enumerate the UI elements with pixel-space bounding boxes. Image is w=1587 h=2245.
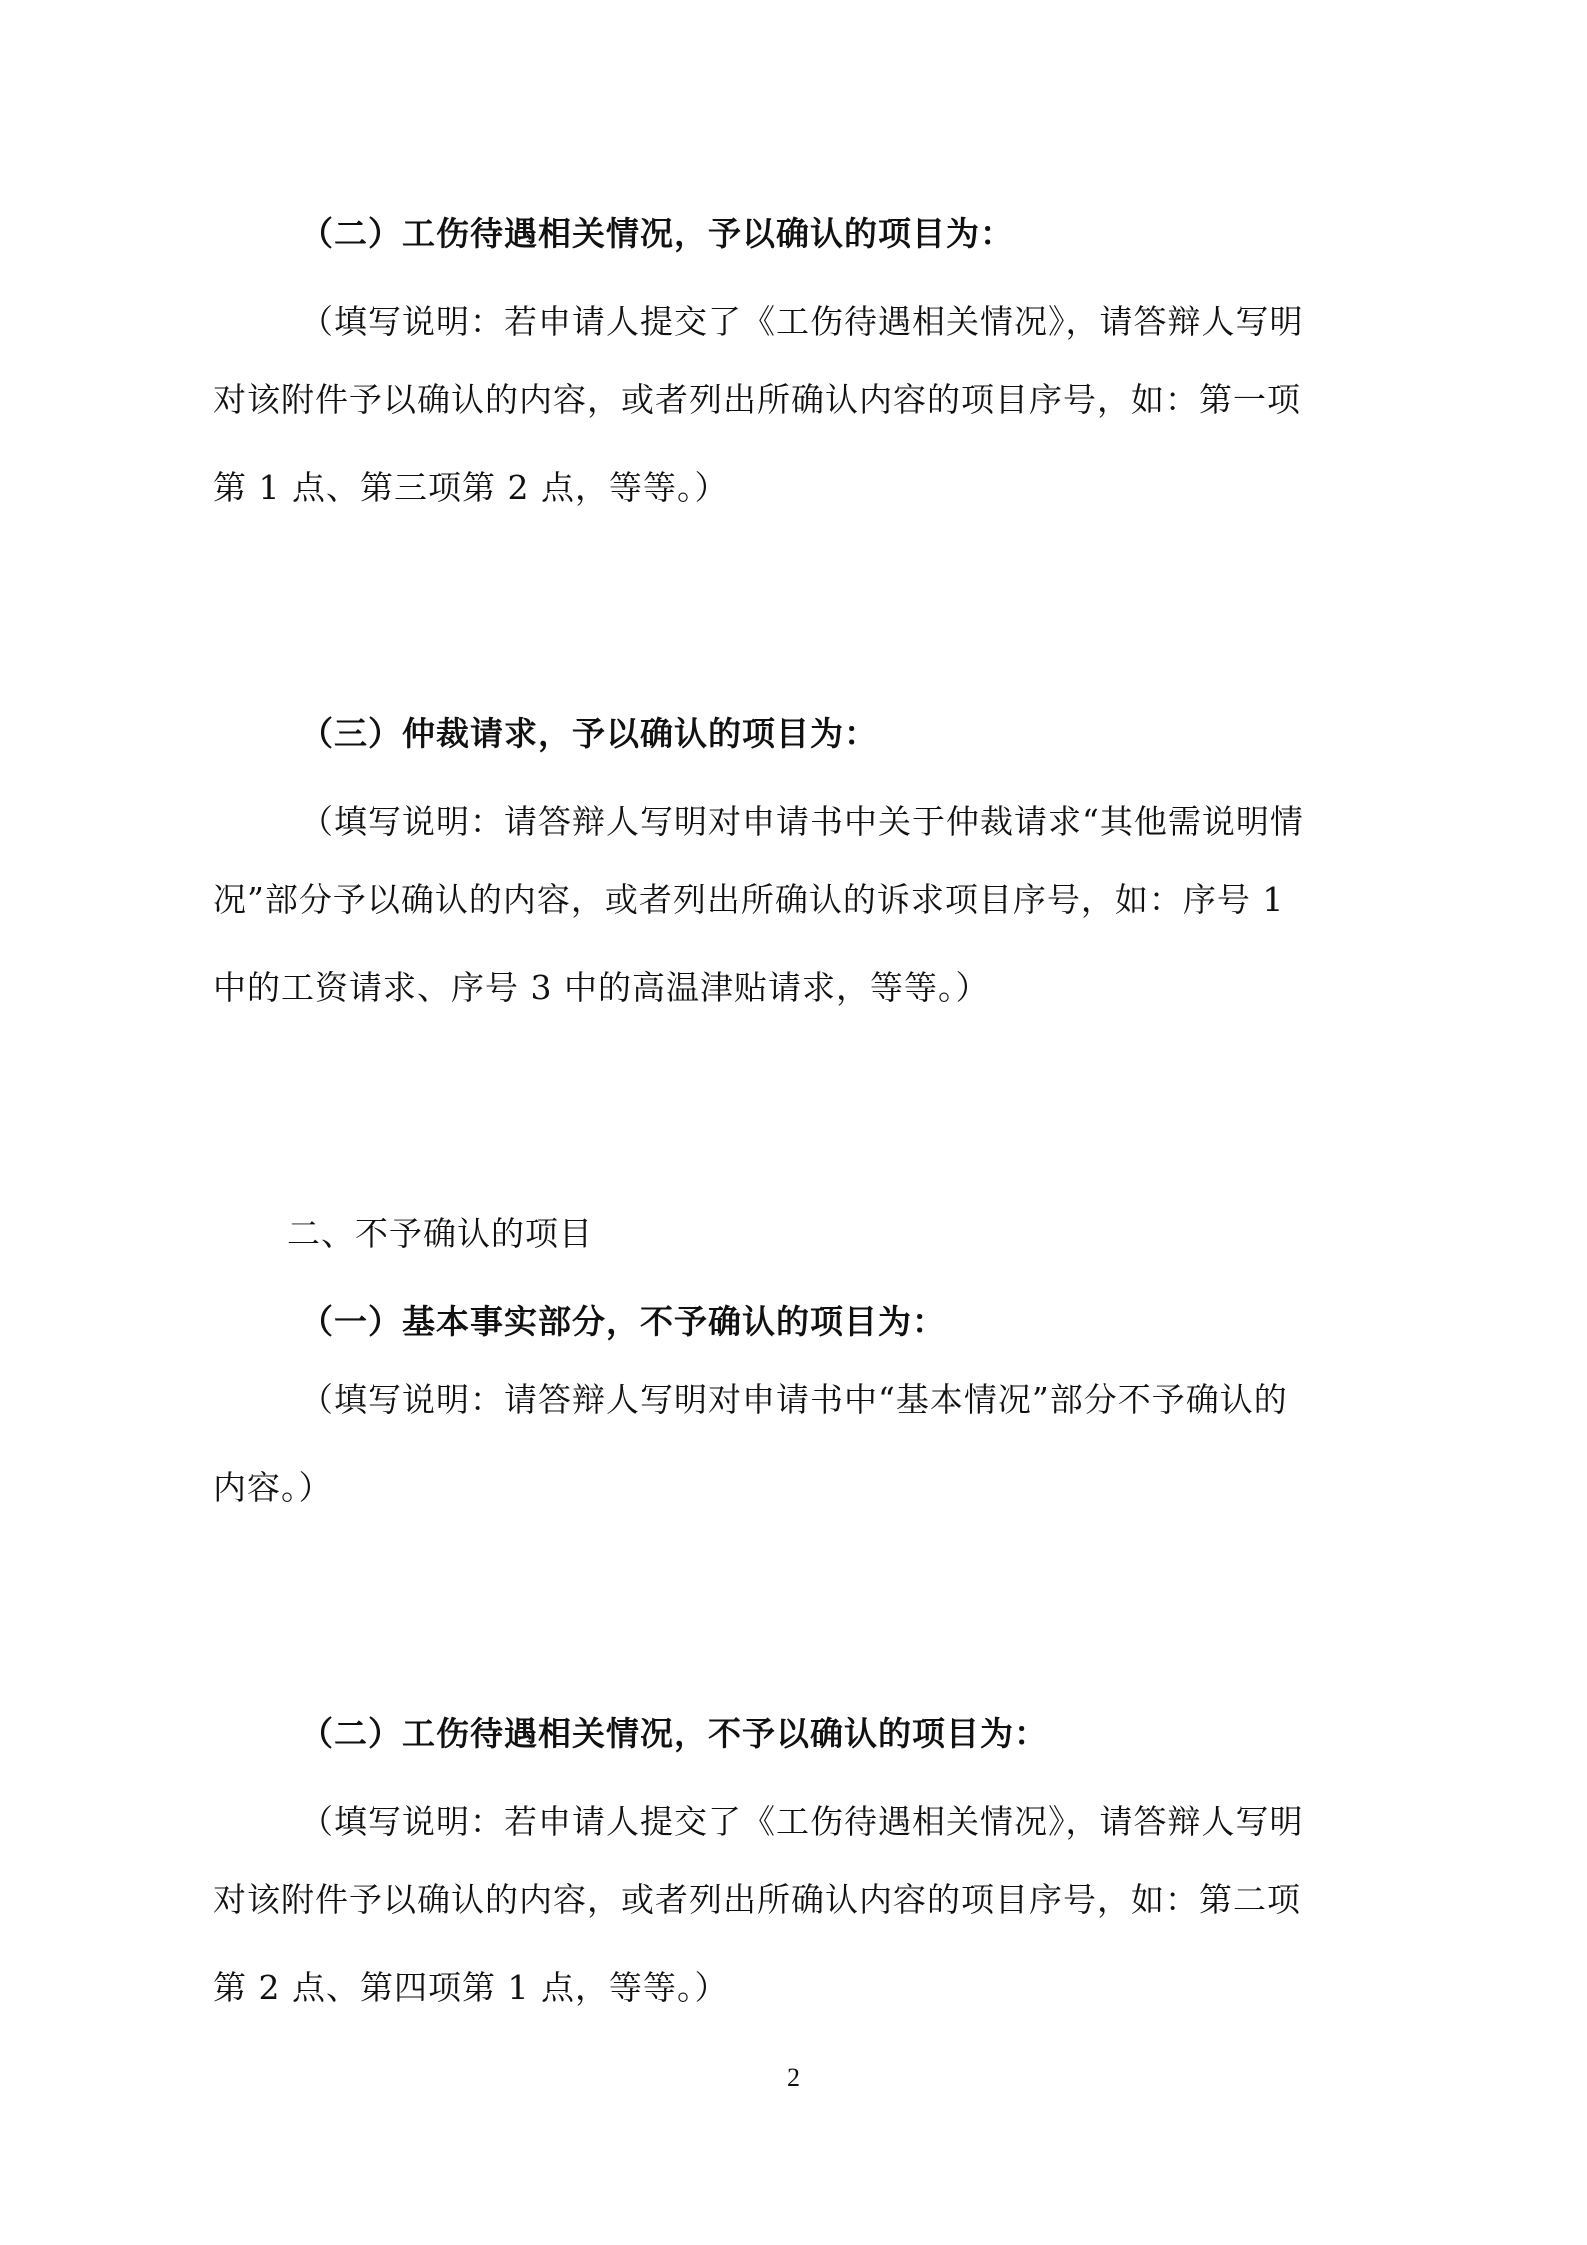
section-one-sub3-note-line-3: 中的工资请求、序号 3 中的高温津贴请求，等等。） bbox=[213, 968, 990, 1007]
section-one-sub3-note-line-2: 况”部分予以确认的内容，或者列出所确认的诉求项目序号，如：序号 1 bbox=[213, 880, 1285, 919]
section-two-sub1-note-line-1: （填写说明：请答辩人写明对申请书中“基本情况”部分不予确认的 bbox=[300, 1380, 1288, 1419]
section-one-sub2-heading: （二）工伤待遇相关情况，予以确认的项目为： bbox=[300, 214, 1014, 253]
section-two-sub1-heading: （一）基本事实部分，不予确认的项目为： bbox=[300, 1302, 946, 1341]
section-one-sub2-note-line-2: 对该附件予以确认的内容，或者列出所确认内容的项目序号，如：第一项 bbox=[213, 380, 1301, 419]
section-two-sub2-note-line-2: 对该附件予以确认的内容，或者列出所确认内容的项目序号，如：第二项 bbox=[213, 1880, 1301, 1919]
page-number: 2 bbox=[787, 2063, 800, 2092]
section-two-title: 二、不予确认的项目 bbox=[287, 1214, 593, 1253]
section-two-sub1-note-line-2: 内容。） bbox=[213, 1468, 333, 1507]
section-two-sub2-heading: （二）工伤待遇相关情况，不予以确认的项目为： bbox=[300, 1714, 1048, 1753]
section-two-sub2-note-line-1: （填写说明：若申请人提交了《工伤待遇相关情况》，请答辩人写明 bbox=[300, 1802, 1304, 1841]
section-two-sub2-note-line-3: 第 2 点、第四项第 1 点，等等。） bbox=[213, 1968, 729, 2007]
section-one-sub3-note-line-1: （填写说明：请答辩人写明对申请书中关于仲裁请求“其他需说明情 bbox=[300, 802, 1304, 841]
section-one-sub3-heading: （三）仲裁请求，予以确认的项目为： bbox=[300, 714, 878, 753]
section-one-sub2-note-line-1: （填写说明：若申请人提交了《工伤待遇相关情况》，请答辩人写明 bbox=[300, 302, 1304, 341]
section-one-sub2-note-line-3: 第 1 点、第三项第 2 点，等等。） bbox=[213, 468, 729, 507]
